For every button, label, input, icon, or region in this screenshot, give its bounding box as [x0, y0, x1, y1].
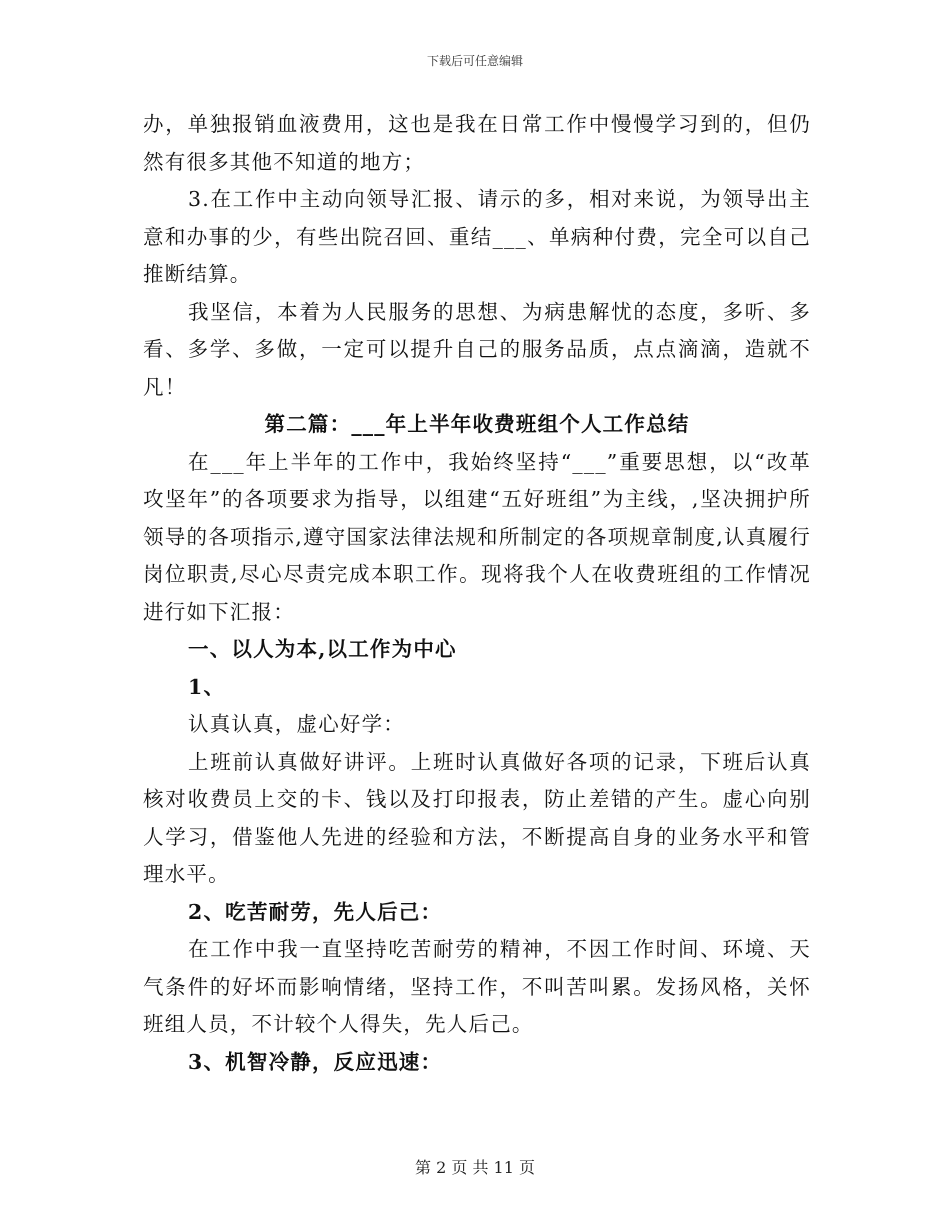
page-header: 下载后可任意编辑	[426, 54, 523, 68]
paragraph-shift-work: 上班前认真做好讲评。上班时认真做好各项的记录，下班后认真核对收费员上交的卡、钱以及打印报表，防止差错的产生。虚心向别人学习，借鉴他人先进的经验和方法，不断提高自身的业务水平和管理水平。	[143, 749, 811, 886]
page-number: 第 2 页 共 11 页	[415, 1158, 535, 1177]
heading-people-oriented: 一、以人为本,以工作为中心	[188, 637, 457, 661]
heading-calm-response: 3、机智冷静，反应迅速：	[188, 1049, 443, 1074]
heading-hard-working: 2、吃苦耐劳，先人后己：	[188, 899, 443, 924]
paragraph-item-3: 3.在工作中主动向领导汇报、请示的多，相对来说，为领导出主意和办事的少，有些出院召回、重结___、单病种付费，完全可以自己推断结算。	[143, 187, 811, 286]
section-title: 第二篇：___年上半年收费班组个人工作总结	[264, 412, 690, 436]
paragraph-serious-learning: 认真认真，虚心好学：	[188, 712, 405, 736]
paragraph-blood-fee: 办，单独报销血液费用，这也是我在日常工作中慢慢学习到的，但仍然有很多其他不知道的地方；	[143, 112, 811, 174]
document-body	[143, 106, 811, 1081]
paragraph-conclusion: 我坚信，本着为人民服务的思想、为病患解忧的态度，多听、多看、多学、多做，一定可以提升自己的服务品质，点点滴滴，造就不凡！	[143, 299, 811, 399]
heading-number-1: 1、	[188, 674, 226, 699]
paragraph-intro: 在___年上半年的工作中，我始终坚持“___”重要思想，以“改革攻坚年”的各项要求为指导，以组建“五好班组”为主线，,坚决拥护所领导的各项指示,遵守国家法律法规和所制定的各项规章制度,认真履行岗位职责,尽心尽责完成本职工作。现将我个人在收费班组的工作情况进行如下汇报：	[143, 449, 811, 624]
paragraph-hard-working: 在工作中我一直坚持吃苦耐劳的精神，不因工作时间、环境、天气条件的好坏而影响情绪，坚持工作，不叫苦叫累。发扬风格，关怀班组人员，不计较个人得失，先人后己。	[143, 937, 811, 1036]
